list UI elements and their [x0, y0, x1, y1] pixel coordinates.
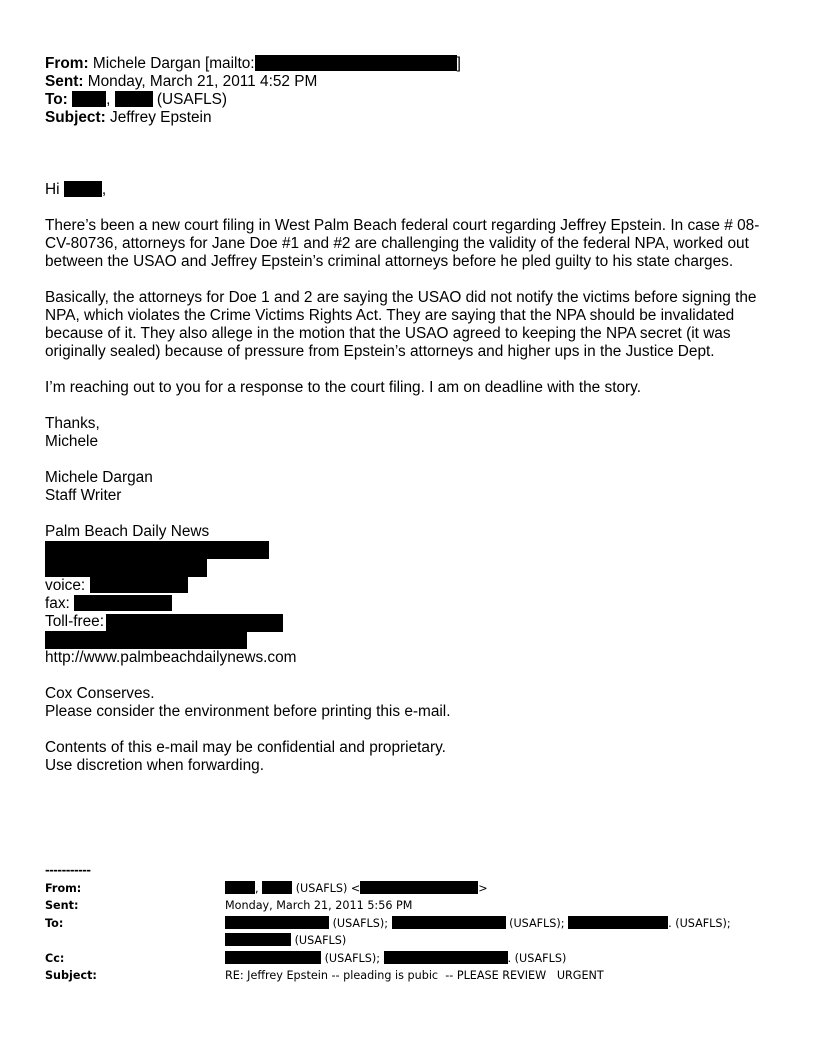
redaction-bar	[360, 881, 478, 894]
redaction-bar	[45, 559, 207, 577]
signature-redacted-line	[45, 541, 775, 559]
header-from	[45, 55, 775, 73]
subject-value: Jeffrey Epstein	[110, 109, 212, 126]
fax-label: fax:	[45, 595, 70, 612]
closing: Thanks,	[45, 415, 100, 432]
reply-subject-label: Subject:	[45, 969, 97, 982]
redaction-bar	[74, 595, 172, 611]
footer-confidential: Contents of this e-mail may be confidential and proprietary.	[45, 739, 446, 756]
redaction-bar	[115, 91, 153, 107]
redaction-bar	[225, 933, 291, 946]
reply-separator: -----------	[45, 864, 91, 877]
reply-sent-label: Sent:	[45, 899, 79, 912]
redaction-bar	[45, 541, 269, 559]
header-sent	[45, 73, 775, 91]
reply-sent	[45, 897, 775, 915]
redaction-bar	[45, 631, 247, 649]
to-label: To:	[45, 91, 68, 108]
greeting-comma: ,	[101, 181, 107, 198]
redaction-bar	[225, 916, 329, 929]
tollfree-label: Toll-free:	[45, 613, 105, 630]
redaction-bar	[262, 881, 292, 894]
redaction-bar	[568, 916, 668, 929]
redaction-bar	[225, 951, 321, 964]
to-suffix: (USAFLS)	[156, 91, 228, 108]
email-message	[45, 55, 775, 775]
subject-label: Subject:	[45, 109, 106, 126]
reply-header	[45, 862, 775, 985]
footer-cox: Cox Conserves.	[45, 685, 155, 702]
redaction-bar	[90, 577, 188, 593]
reply-from-label: From:	[45, 881, 82, 895]
signature-fax	[45, 595, 775, 613]
header-subject	[45, 109, 775, 127]
reply-from: From: , (USAFLS) < >	[45, 880, 775, 898]
greeting-text: Hi	[45, 181, 60, 198]
footer-environment: Please consider the environment before printing this e-mail.	[45, 703, 451, 720]
redaction-bar	[225, 881, 255, 894]
sent-label: Sent:	[45, 73, 84, 90]
reply-to-continued: (USAFLS)	[45, 932, 775, 950]
body-paragraph: Basically, the attorneys for Doe 1 and 2 are saying the USAO did not notify the victims before signing the NPA, which violates the Crime Victims Rights Act. They are saying that the NPA should be invalidated because of it. They also allege in the motion that the USAO agreed to keeping the NPA secret (it was originally sealed) because of pressure from Epstein’s attorneys and higher ups in the Justice Dept.	[45, 289, 757, 360]
reply-cc-label: Cc:	[45, 951, 65, 965]
sent-value: Monday, March 21, 2011 4:52 PM	[87, 73, 318, 90]
reply-to-label: To:	[45, 916, 64, 930]
body-paragraph: I’m reaching out to you for a response to the court filing. I am on deadline with the story.	[45, 379, 641, 396]
reply-sent-value: Monday, March 21, 2011 5:56 PM	[225, 899, 413, 912]
redaction-bar	[255, 55, 457, 71]
from-value: Michele Dargan [mailto:	[92, 55, 255, 72]
signature-redacted-line	[45, 631, 775, 649]
reply-to: To: (USAFLS); (USAFLS); . (USAFLS);	[45, 915, 775, 933]
body-paragraph: There’s been a new court filing in West Palm Beach federal court regarding Jeffrey Epstein. In case # 08-CV-80736, attorneys for Jane Doe #1 and #2 are challenging the validity of the federal NPA, worked out between the USAO and Jeffrey Epstein’s criminal attorneys before he pled guilty to his state charges.	[45, 217, 760, 270]
signature-tollfree	[45, 613, 775, 631]
signature-org: Palm Beach Daily News	[45, 523, 210, 540]
header-to	[45, 91, 775, 109]
signature-voice	[45, 577, 775, 595]
redaction-bar	[392, 916, 506, 929]
from-close: ]	[456, 55, 461, 72]
reply-subject	[45, 967, 775, 985]
greeting	[45, 181, 775, 199]
signature-url: http://www.palmbeachdailynews.com	[45, 649, 297, 666]
signature-name: Michele Dargan	[45, 469, 153, 486]
voice-label: voice:	[45, 577, 86, 594]
reply-cc: Cc: (USAFLS); . (USAFLS)	[45, 950, 775, 968]
to-comma: ,	[106, 91, 111, 108]
from-label: From:	[45, 55, 89, 72]
signature-redacted-line	[45, 559, 775, 577]
signature-title: Staff Writer	[45, 487, 122, 504]
redaction-bar	[384, 951, 508, 964]
redaction-bar	[72, 91, 106, 107]
footer-discretion: Use discretion when forwarding.	[45, 757, 264, 774]
reply-subject-value: RE: Jeffrey Epstein -- pleading is pubic -- PLEASE REVIEW URGENT	[225, 969, 604, 982]
closing-name: Michele	[45, 433, 99, 450]
redaction-bar	[64, 181, 102, 197]
